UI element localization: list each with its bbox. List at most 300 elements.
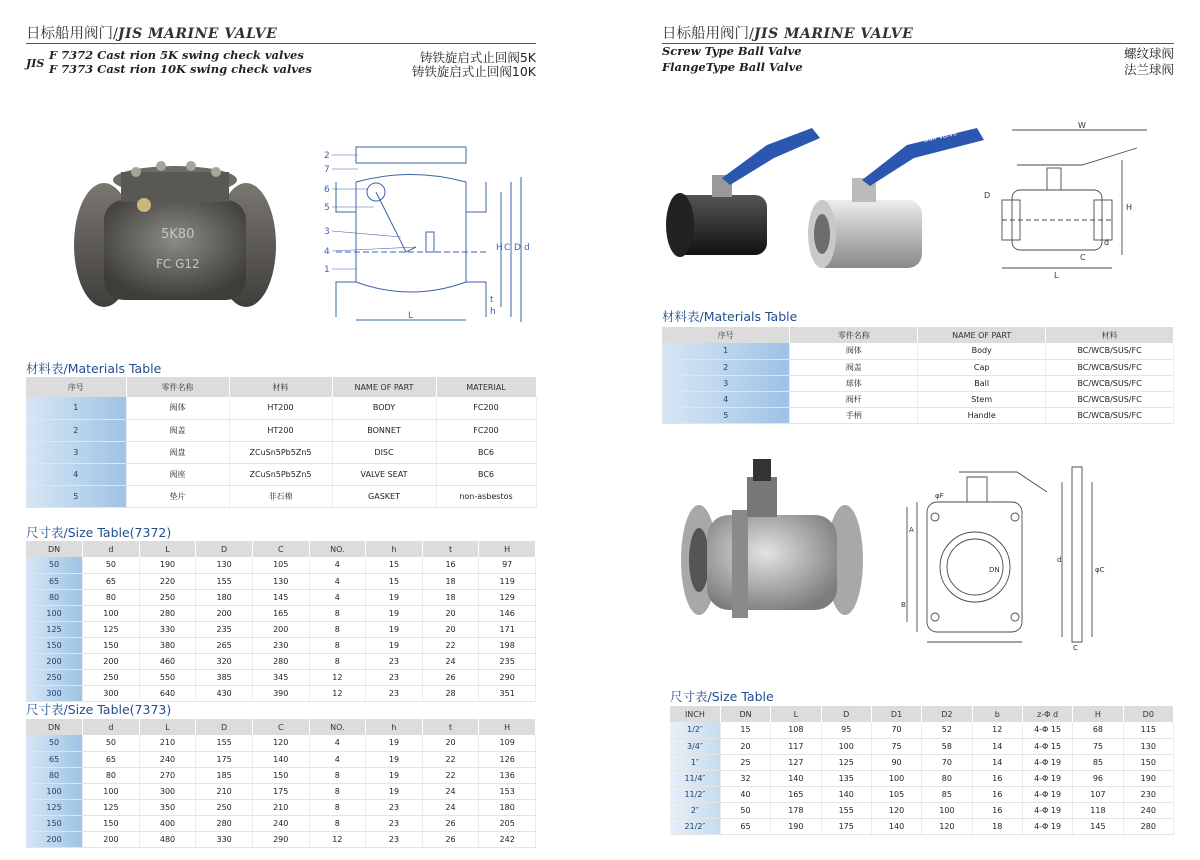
table-header: 零件名称 <box>126 377 229 397</box>
table-cell: 垫片 <box>126 485 229 507</box>
drawing-label-3: 3 <box>324 227 330 237</box>
table-header: C <box>252 541 309 557</box>
table-cell: 22 <box>422 637 479 653</box>
table-cell: 240 <box>1123 802 1173 818</box>
table-cell: 阀座 <box>126 463 229 485</box>
table-cell: 96 <box>1073 770 1123 786</box>
table-cell: 100 <box>26 605 83 621</box>
table-cell: 18 <box>422 573 479 589</box>
table-cell: 75 <box>871 738 921 754</box>
table-cell: 117 <box>771 738 821 754</box>
table-cell: 20 <box>720 738 770 754</box>
table-row <box>670 738 1174 754</box>
table-header: NO. <box>309 719 366 735</box>
table-cell: 265 <box>196 637 253 653</box>
table-cell: 4 <box>26 463 126 485</box>
brand-cn: 日标船用阀门/ <box>662 26 754 42</box>
table-cell: 14 <box>972 738 1022 754</box>
table-row <box>26 621 536 637</box>
table-row <box>26 685 536 701</box>
size-table-7373 <box>26 719 536 848</box>
table-cell: 125 <box>26 799 83 815</box>
jis-label: JIS <box>26 57 45 70</box>
product-cn-2: 铸铁旋启式止回阀10K <box>411 64 536 79</box>
table-cell: 115 <box>1123 722 1173 738</box>
materials-title-left: 材料表/Materials Table <box>26 361 162 376</box>
table-cell: 200 <box>252 621 309 637</box>
table-cell: 1″ <box>670 754 720 770</box>
table-cell: 16 <box>972 802 1022 818</box>
table-cell: 23 <box>366 685 423 701</box>
dim-label-H: H <box>1126 203 1133 212</box>
table-cell: 8 <box>309 653 366 669</box>
table-cell: 23 <box>366 669 423 685</box>
dim-label-A: A <box>909 526 914 534</box>
table-header: L <box>139 541 196 557</box>
table-cell: BONNET <box>332 419 436 441</box>
table-cell: 2 <box>26 419 126 441</box>
table-cell: HT200 <box>229 419 332 441</box>
table-cell: 126 <box>479 751 536 767</box>
table-cell: VALVE SEAT <box>332 463 436 485</box>
casting-text-1: 5K80 <box>161 227 195 242</box>
table-row <box>662 391 1174 407</box>
table-cell: 50 <box>720 802 770 818</box>
table-cell: 190 <box>139 557 196 573</box>
table-row <box>26 485 536 507</box>
table-cell: 25 <box>720 754 770 770</box>
table-cell: 290 <box>252 831 309 847</box>
table-row <box>662 407 1174 423</box>
product-line-1: Screw Type Ball Valve <box>662 44 802 58</box>
table-cell: 198 <box>479 637 536 653</box>
table-cell: 235 <box>479 653 536 669</box>
table-cell: 130 <box>196 557 253 573</box>
table-cell: 3 <box>26 441 126 463</box>
table-cell: 153 <box>479 783 536 799</box>
table-header: h <box>366 719 423 735</box>
table-cell: 8 <box>309 621 366 637</box>
table-header: D <box>196 719 253 735</box>
table-cell: 119 <box>479 573 536 589</box>
table-cell: 15 <box>720 722 770 738</box>
table-cell: 阀盘 <box>126 441 229 463</box>
table-cell: 65 <box>720 818 770 834</box>
materials-title-right: 材料表/Materials Table <box>662 309 798 324</box>
table-cell: 4 <box>309 751 366 767</box>
table-cell: 20 <box>422 605 479 621</box>
table-cell: 1/2″ <box>670 722 720 738</box>
table-cell: 100 <box>871 770 921 786</box>
table-cell: 150 <box>83 815 140 831</box>
table-header: t <box>422 541 479 557</box>
table-header: H <box>479 541 536 557</box>
table-cell: 125 <box>83 799 140 815</box>
table-row <box>26 463 536 485</box>
table-header: D <box>196 541 253 557</box>
dim-label-DN: DN <box>989 566 1000 574</box>
dim-label-L: L <box>1054 271 1059 280</box>
table-cell: 100 <box>26 783 83 799</box>
size-title-right: 尺寸表/Size Table <box>670 689 774 704</box>
table-cell: 4 <box>309 557 366 573</box>
table-cell: 109 <box>479 735 536 751</box>
table-row <box>26 735 536 751</box>
table-row <box>26 783 536 799</box>
table-cell: 阀盖 <box>790 359 918 375</box>
table-cell: 58 <box>922 738 972 754</box>
size-table-7372 <box>26 541 536 702</box>
table-header: t <box>422 719 479 735</box>
materials-table-right <box>662 327 1174 424</box>
table-cell: 235 <box>196 621 253 637</box>
table-cell: 130 <box>1123 738 1173 754</box>
table-header: 材料 <box>229 377 332 397</box>
table-cell: 100 <box>922 802 972 818</box>
table-cell: 136 <box>479 767 536 783</box>
table-header: 序号 <box>662 327 790 343</box>
table-cell: 80 <box>83 589 140 605</box>
table-cell: 105 <box>871 786 921 802</box>
table-cell: 19 <box>366 751 423 767</box>
table-cell: 19 <box>366 783 423 799</box>
table-cell: 28 <box>422 685 479 701</box>
table-cell: 380 <box>139 637 196 653</box>
brand-cn: 日标船用阀门/ <box>26 26 118 42</box>
casting-text-2: FC G12 <box>156 257 200 271</box>
table-header: H <box>479 719 536 735</box>
table-cell: Cap <box>918 359 1046 375</box>
table-row <box>26 441 536 463</box>
table-row <box>670 722 1174 738</box>
table-cell: 11/4″ <box>670 770 720 786</box>
dim-label-B: B <box>901 601 906 609</box>
table-cell: FC200 <box>436 419 536 441</box>
table-cell: 125 <box>26 621 83 637</box>
table-cell: 210 <box>139 735 196 751</box>
table-header: d <box>83 541 140 557</box>
dim-label-d2: d <box>1057 556 1062 564</box>
product-line-2: FlangeType Ball Valve <box>662 60 803 74</box>
table-header: L <box>139 719 196 735</box>
table-cell: 210 <box>252 799 309 815</box>
table-cell: 180 <box>196 589 253 605</box>
table-cell: 8 <box>309 815 366 831</box>
table-cell: 320 <box>196 653 253 669</box>
table-cell: 120 <box>252 735 309 751</box>
dim-label-d: d <box>1104 238 1110 247</box>
brand-en: JIS MARINE VALVE <box>753 26 914 42</box>
table-cell: 240 <box>252 815 309 831</box>
table-cell: 非石棉 <box>229 485 332 507</box>
table-cell: 22 <box>422 751 479 767</box>
table-cell: 4-Φ 15 <box>1022 738 1072 754</box>
table-row <box>670 818 1174 834</box>
table-cell: BC/WCB/SUS/FC <box>1046 391 1174 407</box>
table-cell: 23 <box>366 799 423 815</box>
table-cell: FC200 <box>436 397 536 419</box>
table-row <box>670 754 1174 770</box>
table-row <box>26 557 536 573</box>
table-cell: 118 <box>1073 802 1123 818</box>
table-cell: 阀体 <box>790 343 918 359</box>
dim-label-C2: C <box>1073 644 1078 652</box>
table-header: NAME OF PART <box>332 377 436 397</box>
table-cell: 23 <box>366 653 423 669</box>
table-cell: 70 <box>871 722 921 738</box>
product-cn-2: 法兰球阀 <box>1123 62 1174 77</box>
table-cell: 85 <box>922 786 972 802</box>
table-cell: 640 <box>139 685 196 701</box>
table-cell: 205 <box>479 815 536 831</box>
table-cell: 155 <box>821 802 871 818</box>
table-cell: BC6 <box>436 463 536 485</box>
table-header: H <box>1073 706 1123 722</box>
table-cell: 球体 <box>790 375 918 391</box>
table-cell: DISC <box>332 441 436 463</box>
table-cell: 19 <box>366 589 423 605</box>
table-cell: 145 <box>1073 818 1123 834</box>
dim-label-C: C <box>504 243 511 253</box>
table-row <box>26 767 536 783</box>
table-cell: 4-Φ 19 <box>1022 786 1072 802</box>
table-cell: 8 <box>309 767 366 783</box>
table-row <box>26 653 536 669</box>
table-cell: 4 <box>309 735 366 751</box>
table-cell: 345 <box>252 669 309 685</box>
drawing-label-4: 4 <box>324 247 330 257</box>
table-cell: 3/4″ <box>670 738 720 754</box>
table-row <box>26 831 536 847</box>
dim-label-W: W <box>1078 121 1086 130</box>
table-cell: 14 <box>972 754 1022 770</box>
table-row <box>670 802 1174 818</box>
dim-label-L: L <box>408 311 414 321</box>
table-cell: 129 <box>479 589 536 605</box>
table-cell: BC/WCB/SUS/FC <box>1046 343 1174 359</box>
table-cell: 80 <box>83 767 140 783</box>
table-cell: 385 <box>196 669 253 685</box>
table-cell: 85 <box>1073 754 1123 770</box>
table-cell: 23 <box>366 831 423 847</box>
table-cell: 460 <box>139 653 196 669</box>
table-row <box>26 605 536 621</box>
table-row <box>26 419 536 441</box>
table-cell: 4-Φ 19 <box>1022 802 1072 818</box>
table-cell: 75 <box>1073 738 1123 754</box>
table-cell: 65 <box>26 751 83 767</box>
table-header: 序号 <box>26 377 126 397</box>
table-cell: 8 <box>309 783 366 799</box>
brand-en: JIS MARINE VALVE <box>117 26 278 42</box>
table-cell: ZCuSn5Pb5Zn5 <box>229 441 332 463</box>
table-cell: 20 <box>422 735 479 751</box>
table-cell: 26 <box>422 831 479 847</box>
table-cell: 23 <box>366 815 423 831</box>
table-header: D <box>821 706 871 722</box>
table-cell: 150 <box>1123 754 1173 770</box>
materials-table-left <box>26 377 537 508</box>
flange-ball-drawing <box>897 462 1172 652</box>
dim-label-D: D <box>514 243 521 253</box>
table-header: MATERIAL <box>436 377 536 397</box>
table-cell: 120 <box>871 802 921 818</box>
table-cell: 50 <box>83 735 140 751</box>
size-title-7373: 尺寸表/Size Table(7373) <box>26 702 172 717</box>
table-cell: 280 <box>1123 818 1173 834</box>
table-cell: 480 <box>139 831 196 847</box>
table-cell: 150 <box>252 767 309 783</box>
table-cell: 1 <box>662 343 790 359</box>
table-cell: 270 <box>139 767 196 783</box>
table-cell: 19 <box>366 767 423 783</box>
table-cell: 32 <box>720 770 770 786</box>
table-cell: 26 <box>422 669 479 685</box>
table-cell: 550 <box>139 669 196 685</box>
table-cell: 50 <box>26 557 83 573</box>
table-cell: 65 <box>26 573 83 589</box>
table-cell: 11/2″ <box>670 786 720 802</box>
table-cell: 178 <box>771 802 821 818</box>
table-cell: 165 <box>252 605 309 621</box>
table-cell: 16 <box>972 770 1022 786</box>
table-header: NO. <box>309 541 366 557</box>
table-cell: 5 <box>26 485 126 507</box>
table-cell: 190 <box>1123 770 1173 786</box>
table-cell: 19 <box>366 735 423 751</box>
table-cell: 200 <box>83 831 140 847</box>
table-cell: 16 <box>422 557 479 573</box>
table-row <box>662 359 1174 375</box>
table-cell: ZCuSn5Pb5Zn5 <box>229 463 332 485</box>
table-cell: 125 <box>821 754 871 770</box>
table-row <box>662 375 1174 391</box>
table-row <box>26 589 536 605</box>
table-cell: 68 <box>1073 722 1123 738</box>
table-cell: 24 <box>422 799 479 815</box>
table-cell: 200 <box>26 831 83 847</box>
table-cell: Ball <box>918 375 1046 391</box>
table-cell: non-asbestos <box>436 485 536 507</box>
table-header: D1 <box>871 706 921 722</box>
table-header: DN <box>720 706 770 722</box>
table-cell: 12 <box>309 685 366 701</box>
table-cell: 430 <box>196 685 253 701</box>
table-cell: 4-Φ 15 <box>1022 722 1072 738</box>
table-cell: 15 <box>366 557 423 573</box>
table-row <box>670 786 1174 802</box>
table-cell: 100 <box>821 738 871 754</box>
table-cell: 140 <box>771 770 821 786</box>
table-cell: 8 <box>309 637 366 653</box>
table-cell: 210 <box>196 783 253 799</box>
table-cell: BC6 <box>436 441 536 463</box>
table-cell: 130 <box>252 573 309 589</box>
table-cell: BC/WCB/SUS/FC <box>1046 375 1174 391</box>
table-cell: 阀盖 <box>126 419 229 441</box>
table-cell: 100 <box>83 605 140 621</box>
table-cell: 80 <box>922 770 972 786</box>
table-cell: BC/WCB/SUS/FC <box>1046 407 1174 423</box>
table-cell: 175 <box>196 751 253 767</box>
table-cell: 150 <box>26 637 83 653</box>
table-cell: 242 <box>479 831 536 847</box>
table-cell: 230 <box>1123 786 1173 802</box>
table-cell: 1 <box>26 397 126 419</box>
table-cell: 4-Φ 19 <box>1022 818 1072 834</box>
table-cell: 175 <box>821 818 871 834</box>
table-cell: 171 <box>479 621 536 637</box>
table-row <box>26 799 536 815</box>
table-cell: 145 <box>252 589 309 605</box>
table-cell: 4-Φ 19 <box>1022 754 1072 770</box>
table-cell: 16 <box>972 786 1022 802</box>
size-title-7372: 尺寸表/Size Table(7372) <box>26 525 172 540</box>
table-cell: 4-Φ 19 <box>1022 770 1072 786</box>
table-cell: 330 <box>139 621 196 637</box>
table-cell: 351 <box>479 685 536 701</box>
dim-label-H: H <box>496 243 503 253</box>
dim-label-h: h <box>490 307 496 317</box>
flange-ball-valve-photo <box>677 455 867 625</box>
drawing-label-6: 6 <box>324 185 330 195</box>
dim-label-phiC: φC <box>1095 566 1105 574</box>
table-cell: 300 <box>26 685 83 701</box>
dim-label-D: D <box>984 191 991 200</box>
table-cell: 95 <box>821 722 871 738</box>
table-cell: 阀体 <box>126 397 229 419</box>
table-cell: 15 <box>366 573 423 589</box>
table-cell: 50 <box>26 735 83 751</box>
dim-label-t: t <box>490 295 494 305</box>
table-cell: 400 <box>139 815 196 831</box>
table-cell: 330 <box>196 831 253 847</box>
table-header: INCH <box>670 706 720 722</box>
swing-check-valve-photo <box>66 150 286 320</box>
table-cell: 108 <box>771 722 821 738</box>
table-cell: 200 <box>196 605 253 621</box>
table-cell: 52 <box>922 722 972 738</box>
table-cell: BODY <box>332 397 436 419</box>
table-cell: 180 <box>479 799 536 815</box>
table-cell: Body <box>918 343 1046 359</box>
table-row <box>26 397 536 419</box>
table-header: D0 <box>1123 706 1173 722</box>
table-cell: 140 <box>252 751 309 767</box>
table-cell: BC/WCB/SUS/FC <box>1046 359 1174 375</box>
table-cell: 65 <box>83 751 140 767</box>
table-cell: 3 <box>662 375 790 391</box>
table-cell: 65 <box>83 573 140 589</box>
table-row <box>26 751 536 767</box>
table-cell: 12 <box>309 669 366 685</box>
swing-check-drawing <box>296 142 536 324</box>
table-cell: 19 <box>366 621 423 637</box>
table-cell: 350 <box>139 799 196 815</box>
table-cell: 125 <box>83 621 140 637</box>
table-cell: 12 <box>309 831 366 847</box>
table-cell: 2 <box>662 359 790 375</box>
table-cell: 230 <box>252 637 309 653</box>
table-cell: 107 <box>1073 786 1123 802</box>
table-row <box>26 637 536 653</box>
table-cell: 24 <box>422 653 479 669</box>
product-cn-1: 铸铁旋启式止回阀5K <box>419 50 536 65</box>
screw-ball-valve-photo <box>662 120 992 280</box>
table-cell: 190 <box>771 818 821 834</box>
table-cell: 19 <box>366 637 423 653</box>
table-cell: 280 <box>196 815 253 831</box>
